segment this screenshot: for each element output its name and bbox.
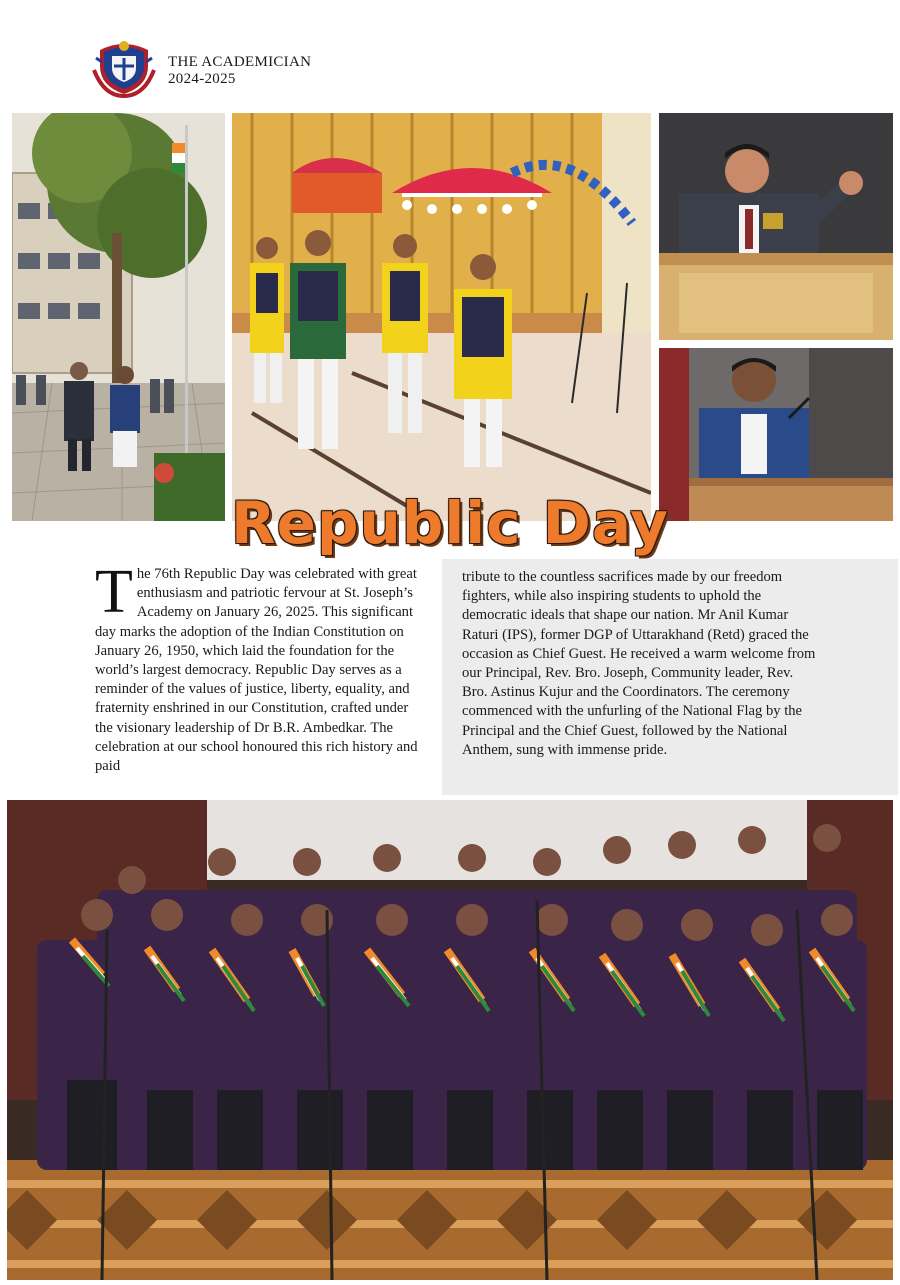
school-crest-icon — [92, 36, 156, 98]
student-choir-photo — [7, 800, 893, 1280]
chief-guest-speech-photo — [659, 113, 893, 340]
folk-dance-photo — [232, 113, 651, 521]
flag-hoisting-photo — [12, 113, 225, 521]
article-right-text: tribute to the countless sacrifices made by our freedom fighters, while also inspiring students to uphold the democratic ideals that shape our nation. Mr Anil Kumar Raturi (IPS), former DGP of Uttarakhand (Retd) graced the occasion as Chief Guest. He received a warm welcome from our Principal, Rev. Bro. Joseph, Community leader, Rev. Bro. Astinus Kujur and the Coordinators. The ceremony commenced with the unfurling of the National Flag by the Principal and the Chief Guest, followed by the National Anthem, sung with immense pride. — [462, 569, 816, 758]
article-right-column — [462, 568, 822, 760]
article-left-text: he 76th Republic Day was celebrated with great enthusiasm and patriotic fervour at St. Joseph’s Academy on January 26, 2025. This significant day marks the adoption of the Indian Constitution on January 26, 1950, which laid the foundation for the world’s largest democracy. Republic Day serves as a reminder of the values of justice, liberty, equality, and fraternity enshrined in our Constitution, crafted under the visionary leadership of Dr B.R. Ambedkar. The celebration at our school honoured this rich history and paid — [95, 566, 418, 775]
publication-year: 2024-2025 — [168, 71, 236, 87]
publication-name: THE ACADEMICIAN — [168, 54, 312, 70]
article-left-column — [95, 558, 425, 776]
page-title: Republic Day — [231, 489, 669, 557]
drop-cap: T — [95, 558, 133, 626]
publication-title — [168, 54, 311, 88]
